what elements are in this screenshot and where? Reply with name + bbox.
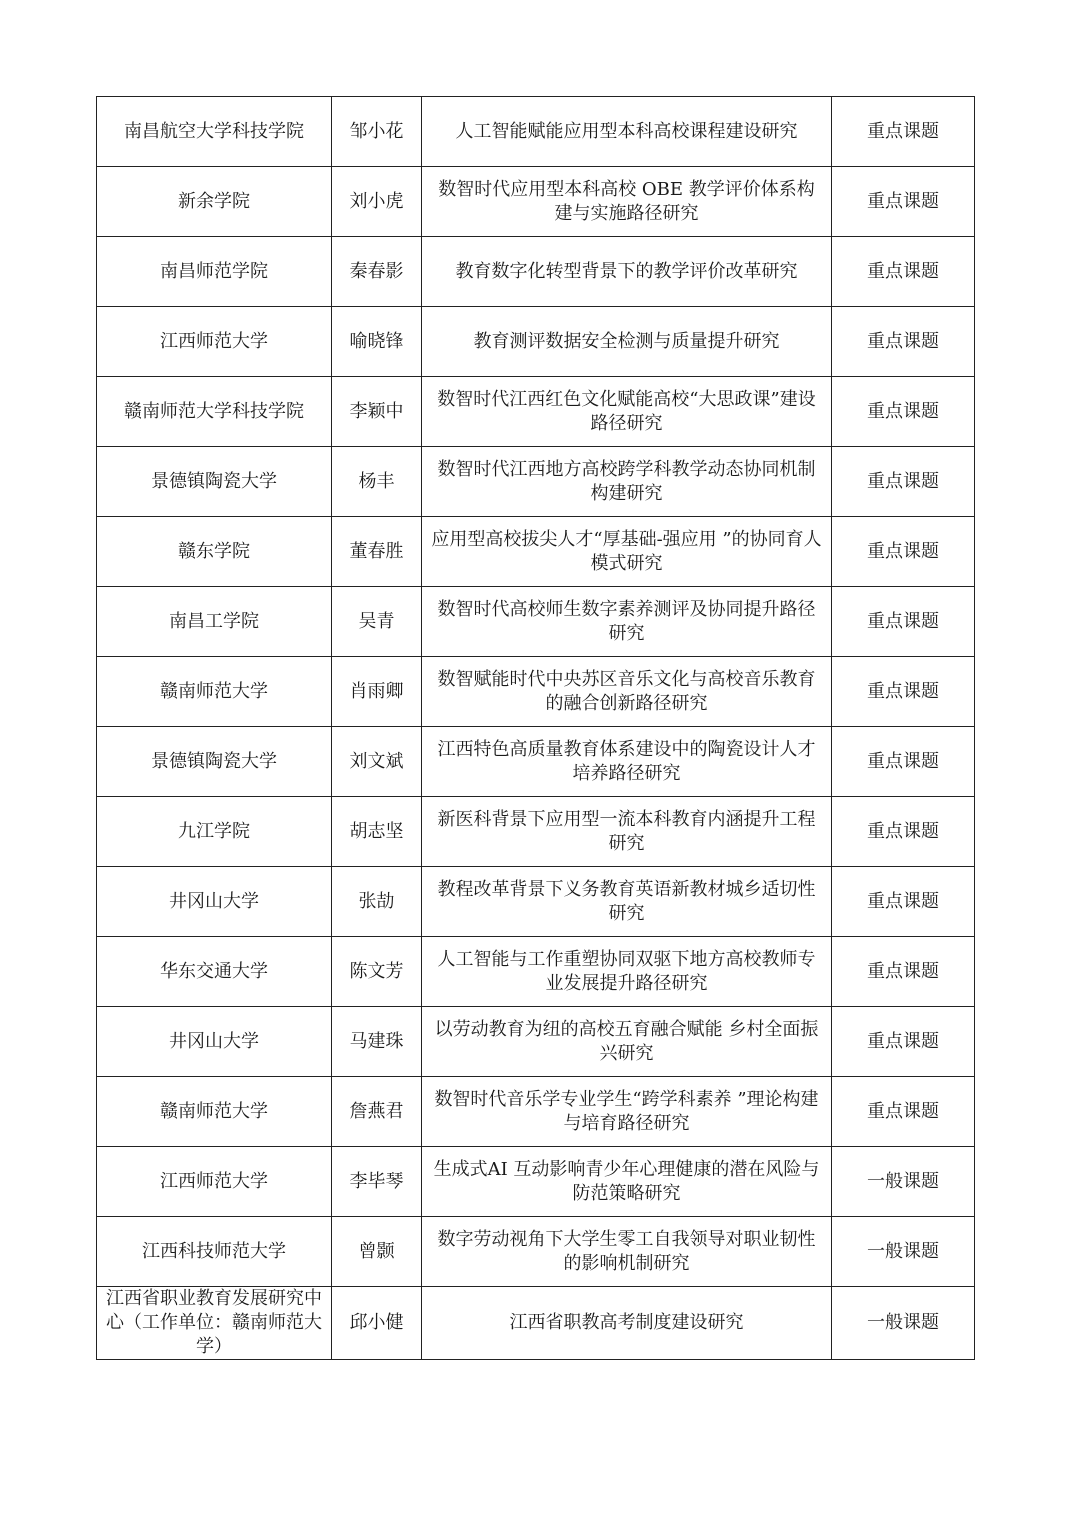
table-row <box>97 657 975 727</box>
unit-cell: 南昌师范学院 <box>97 237 332 307</box>
topic-cell: 教程改革背景下义务教育英语新教材城乡适切性研究 <box>422 867 832 937</box>
table-row <box>97 797 975 867</box>
topic-cell: 教育数字化转型背景下的教学评价改革研究 <box>422 237 832 307</box>
leader-cell: 曾颢 <box>332 1217 422 1287</box>
leader-cell: 胡志坚 <box>332 797 422 867</box>
topic-cell: 以劳动教育为纽的高校五育融合赋能 乡村全面振兴研究 <box>422 1007 832 1077</box>
topic-cell: 江西特色高质量教育体系建设中的陶瓷设计人才培养路径研究 <box>422 727 832 797</box>
topic-cell: 数智赋能时代中央苏区音乐文化与高校音乐教育的融合创新路径研究 <box>422 657 832 727</box>
unit-cell: 赣东学院 <box>97 517 332 587</box>
topic-cell: 数智时代高校师生数字素养测评及协同提升路径研究 <box>422 587 832 657</box>
topic-cell: 数智时代江西地方高校跨学科教学动态协同机制构建研究 <box>422 447 832 517</box>
leader-cell: 马建珠 <box>332 1007 422 1077</box>
leader-cell: 邹小花 <box>332 97 422 167</box>
topic-cell: 人工智能与工作重塑协同双驱下地方高校教师专业发展提升路径研究 <box>422 937 832 1007</box>
leader-cell: 李颖中 <box>332 377 422 447</box>
table-row <box>97 167 975 237</box>
table-row <box>97 447 975 517</box>
project-table <box>96 96 975 1360</box>
leader-cell: 邱小健 <box>332 1287 422 1360</box>
table-row <box>97 1007 975 1077</box>
topic-cell: 应用型高校拔尖人才“厚基础-强应用 ”的协同育人模式研究 <box>422 517 832 587</box>
type-cell: 重点课题 <box>832 377 975 447</box>
type-cell: 重点课题 <box>832 237 975 307</box>
unit-cell: 景德镇陶瓷大学 <box>97 447 332 517</box>
table-row <box>97 1077 975 1147</box>
unit-cell: 新余学院 <box>97 167 332 237</box>
type-cell: 重点课题 <box>832 727 975 797</box>
table-row <box>97 1287 975 1360</box>
unit-cell: 赣南师范大学 <box>97 657 332 727</box>
leader-cell: 秦春影 <box>332 237 422 307</box>
unit-cell: 江西师范大学 <box>97 307 332 377</box>
topic-cell: 数智时代音乐学专业学生“跨学科素养 ”理论构建与培育路径研究 <box>422 1077 832 1147</box>
unit-cell: 井冈山大学 <box>97 1007 332 1077</box>
topic-cell: 数智时代应用型本科高校 OBE 教学评价体系构建与实施路径研究 <box>422 167 832 237</box>
unit-cell: 南昌工学院 <box>97 587 332 657</box>
unit-cell: 井冈山大学 <box>97 867 332 937</box>
unit-cell: 江西科技师范大学 <box>97 1217 332 1287</box>
type-cell: 重点课题 <box>832 587 975 657</box>
leader-cell: 董春胜 <box>332 517 422 587</box>
leader-cell: 吴青 <box>332 587 422 657</box>
type-cell: 重点课题 <box>832 937 975 1007</box>
topic-cell: 生成式AI 互动影响青少年心理健康的潜在风险与防范策略研究 <box>422 1147 832 1217</box>
table-row <box>97 727 975 797</box>
type-cell: 重点课题 <box>832 797 975 867</box>
table-row <box>97 1217 975 1287</box>
type-cell: 重点课题 <box>832 1007 975 1077</box>
leader-cell: 刘小虎 <box>332 167 422 237</box>
topic-cell: 人工智能赋能应用型本科高校课程建设研究 <box>422 97 832 167</box>
topic-cell: 数智时代江西红色文化赋能高校“大思政课”建设路径研究 <box>422 377 832 447</box>
topic-cell: 数字劳动视角下大学生零工自我领导对职业韧性的影响机制研究 <box>422 1217 832 1287</box>
table-row <box>97 377 975 447</box>
type-cell: 重点课题 <box>832 1077 975 1147</box>
leader-cell: 喻晓锋 <box>332 307 422 377</box>
unit-cell: 华东交通大学 <box>97 937 332 1007</box>
table-row <box>97 587 975 657</box>
topic-cell: 江西省职教高考制度建设研究 <box>422 1287 832 1360</box>
unit-cell: 九江学院 <box>97 797 332 867</box>
leader-cell: 张劼 <box>332 867 422 937</box>
leader-cell: 詹燕君 <box>332 1077 422 1147</box>
type-cell: 重点课题 <box>832 657 975 727</box>
topic-cell: 新医科背景下应用型一流本科教育内涵提升工程研究 <box>422 797 832 867</box>
table-row <box>97 517 975 587</box>
type-cell: 重点课题 <box>832 97 975 167</box>
unit-cell: 景德镇陶瓷大学 <box>97 727 332 797</box>
unit-cell: 南昌航空大学科技学院 <box>97 97 332 167</box>
type-cell: 一般课题 <box>832 1287 975 1360</box>
leader-cell: 刘文斌 <box>332 727 422 797</box>
leader-cell: 杨丰 <box>332 447 422 517</box>
type-cell: 重点课题 <box>832 167 975 237</box>
type-cell: 重点课题 <box>832 307 975 377</box>
leader-cell: 陈文芳 <box>332 937 422 1007</box>
unit-cell: 江西师范大学 <box>97 1147 332 1217</box>
table-row <box>97 237 975 307</box>
unit-cell: 赣南师范大学科技学院 <box>97 377 332 447</box>
topic-cell: 教育测评数据安全检测与质量提升研究 <box>422 307 832 377</box>
type-cell: 重点课题 <box>832 517 975 587</box>
table-row <box>97 867 975 937</box>
type-cell: 重点课题 <box>832 447 975 517</box>
unit-cell: 赣南师范大学 <box>97 1077 332 1147</box>
type-cell: 一般课题 <box>832 1217 975 1287</box>
leader-cell: 肖雨卿 <box>332 657 422 727</box>
table-row <box>97 97 975 167</box>
table-row <box>97 1147 975 1217</box>
unit-cell: 江西省职业教育发展研究中心（工作单位：赣南师范大学） <box>97 1287 332 1360</box>
type-cell: 一般课题 <box>832 1147 975 1217</box>
table-row <box>97 307 975 377</box>
leader-cell: 李毕琴 <box>332 1147 422 1217</box>
type-cell: 重点课题 <box>832 867 975 937</box>
table-row <box>97 937 975 1007</box>
